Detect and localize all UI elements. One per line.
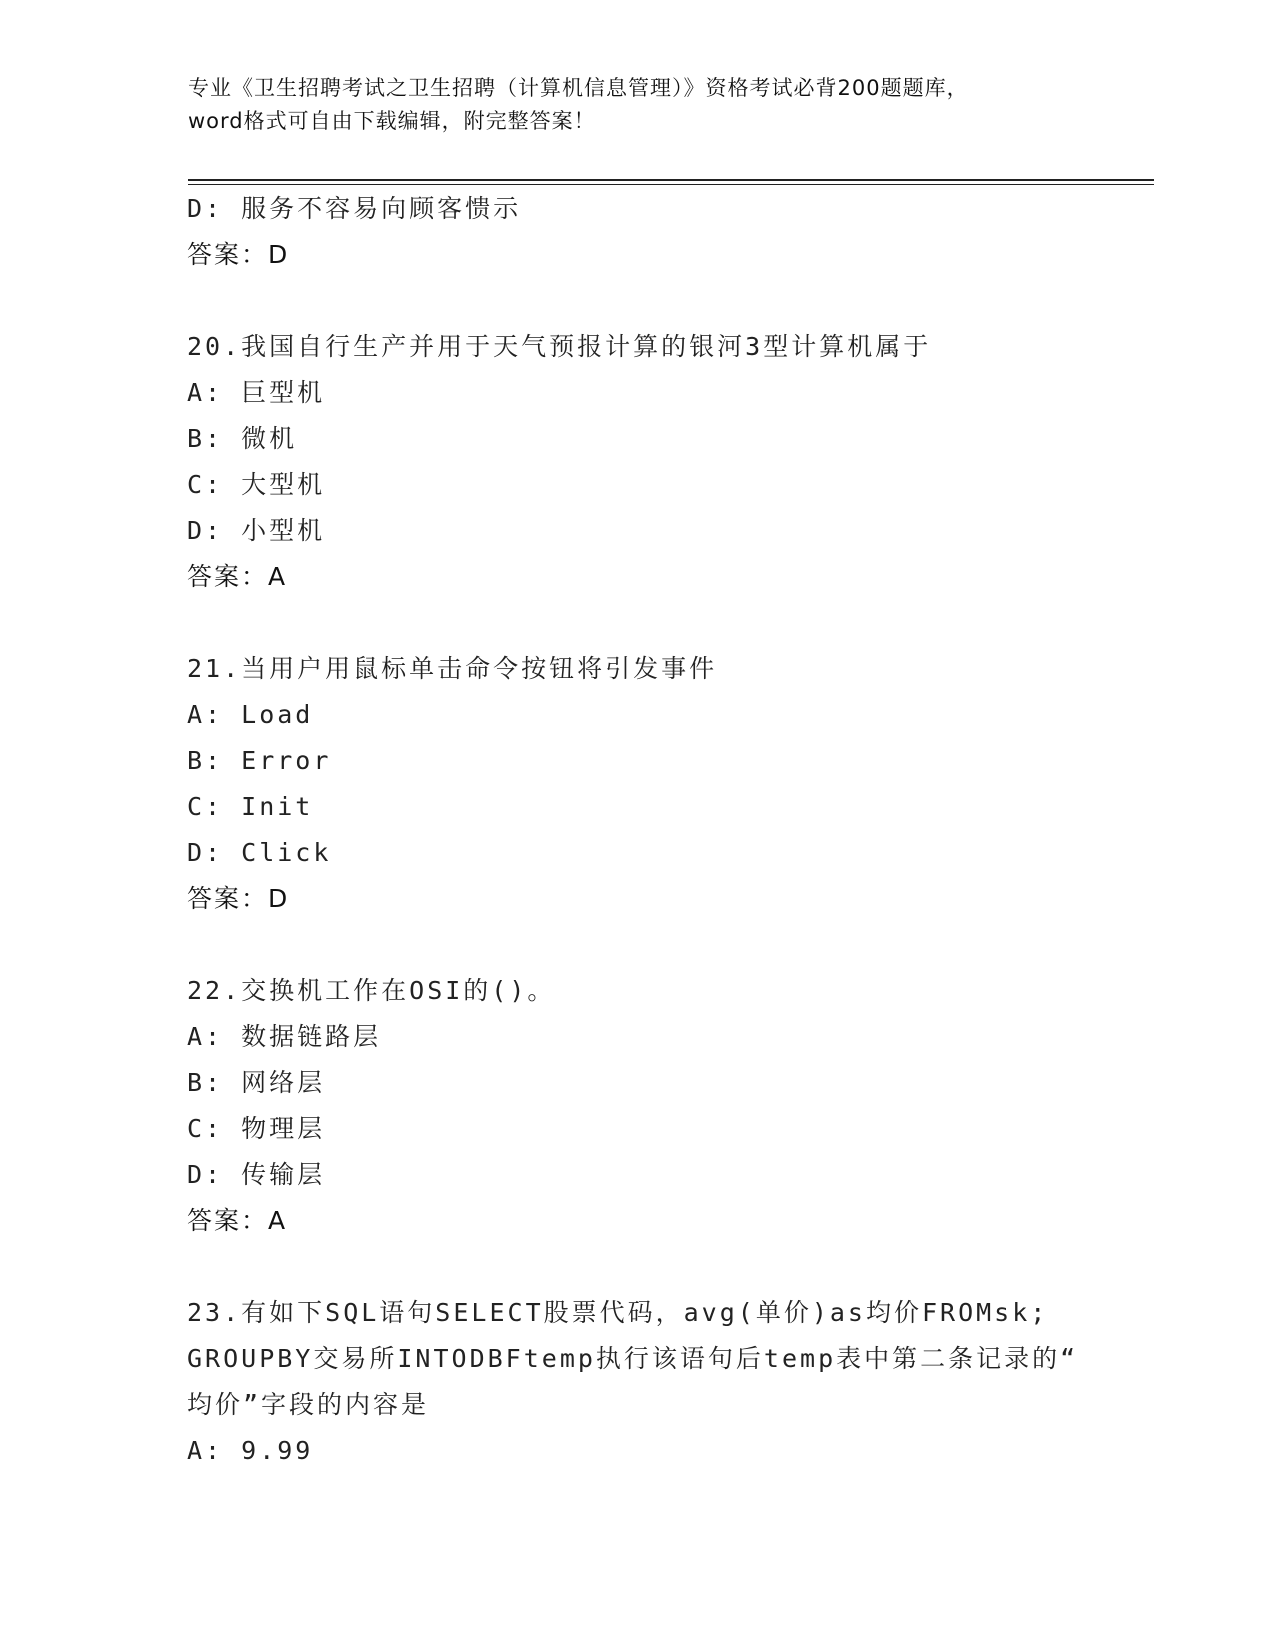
question-stem-line-1: 23.有如下SQL语句SELECT股票代码，avg(单价)as均价FROMsk;	[187, 1298, 1049, 1327]
header-divider-thin	[188, 184, 1154, 185]
option-d: D: 服务不容易向顾客愦示	[187, 194, 522, 223]
header-title-line-1: 专业《卫生招聘考试之卫生招聘（计算机信息管理）》资格考试必背200题题库，	[188, 76, 969, 100]
question-stem-line-3: 均价”字段的内容是	[187, 1390, 430, 1419]
question-23	[187, 1290, 1087, 1474]
option-c: C: Init	[187, 792, 314, 821]
spacer	[187, 278, 1087, 324]
question-stem: 22.交换机工作在OSI的()。	[187, 976, 556, 1005]
answer-line: 答案：D	[187, 240, 290, 269]
question-19-tail	[187, 186, 1087, 278]
option-a: A: 9.99	[187, 1436, 314, 1465]
option-d: D: 传输层	[187, 1160, 326, 1189]
option-a: A: 巨型机	[187, 378, 326, 407]
spacer	[187, 1244, 1087, 1290]
answer-line: 答案：A	[187, 562, 288, 591]
spacer	[187, 922, 1087, 968]
answer-line: 答案：A	[187, 1206, 288, 1235]
spacer	[187, 600, 1087, 646]
option-c: C: 物理层	[187, 1114, 326, 1143]
question-stem-line-2: GROUPBY交易所INTODBFtemp执行该语句后temp表中第二条记录的“	[187, 1344, 1079, 1373]
header-title-line-2: word格式可自由下载编辑，附完整答案！	[188, 109, 596, 133]
question-21	[187, 646, 1087, 922]
option-b: B: 微机	[187, 424, 298, 453]
option-a: A: Load	[187, 700, 314, 729]
question-stem: 21.当用户用鼠标单击命令按钮将引发事件	[187, 654, 718, 683]
option-b: B: Error	[187, 746, 332, 775]
question-20	[187, 324, 1087, 600]
option-a: A: 数据链路层	[187, 1022, 382, 1051]
option-b: B: 网络层	[187, 1068, 326, 1097]
question-stem: 20.我国自行生产并用于天气预报计算的银河3型计算机属于	[187, 332, 932, 361]
question-list	[187, 186, 1087, 1474]
option-d: D: 小型机	[187, 516, 326, 545]
question-22	[187, 968, 1087, 1244]
header-divider-thick	[188, 179, 1154, 181]
document-header	[188, 72, 1088, 138]
option-d: D: Click	[187, 838, 332, 867]
option-c: C: 大型机	[187, 470, 326, 499]
answer-line: 答案：D	[187, 884, 290, 913]
